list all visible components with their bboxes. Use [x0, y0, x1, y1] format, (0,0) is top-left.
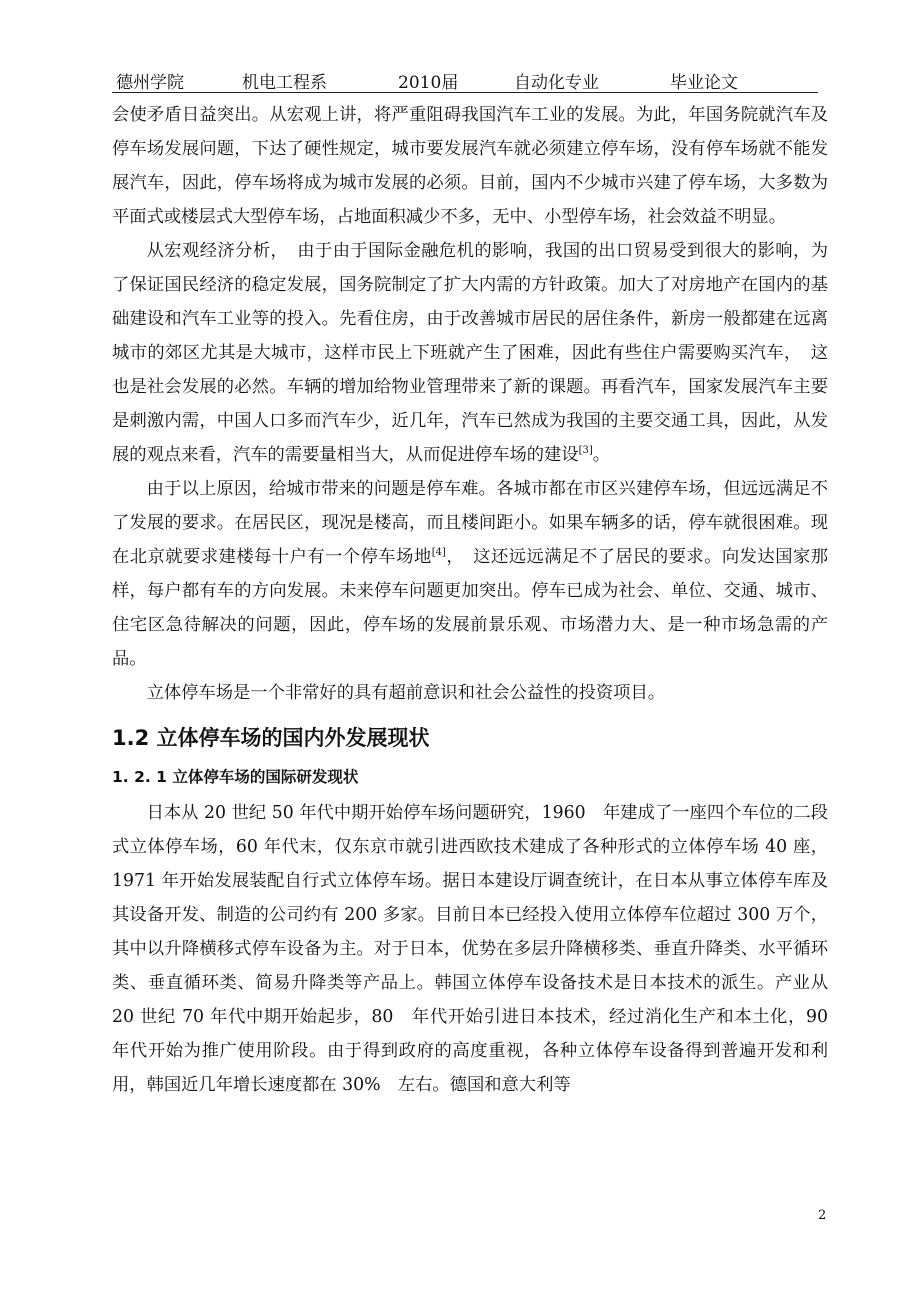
page-number: 2 — [818, 1208, 827, 1223]
paragraph-5: 日本从 20 世纪 50 年代中期开始停车场问题研究，1960 年建成了一座四个车位的二段式立体停车场，60 年代末，仅东京市就引进西欧技术建成了各种形式的立体停车场 40 座，1971 年开始发展装配自行式立体停车场。据日本建设厅调查统计，在日本从事立体停车库及其设备开发、制造的公司约有 200 多家。目前日本已经投入使用立体停车位超过 300 万个，其中以升降横移式停车设备为主。对于日本，优势在多层升降横移类、垂直升降类、水平循环类、垂直循环类、简易升降类等产品上。韩国立体停车设备技术是日本技术的派生。产业从 20 世纪 70 年代中期开始起步，80 年代开始引进日本技术，经过消化生产和本土化，90 年代开始为推广使用阶段。由于得到政府的高度重视，各种立体停车设备得到普遍开发和利用，韩国近几年增长速度都在 30% 左右。德国和意大利等 — [112, 803, 846, 1095]
section-heading: 1.2 立体停车场的国内外发展现状 — [112, 726, 430, 750]
header-major: 自动化专业 — [514, 73, 599, 93]
header-year: 2010届 — [398, 73, 459, 93]
paragraph-2-end: 。 — [592, 445, 611, 465]
paragraph-3 — [112, 472, 828, 676]
paragraph-3-text-a: 由于以上原因，给城市带来的问题是停车难。各城市都在市区兴建停车场，但远远满足不了发展的要求。在居民区，现况是楼高，而且楼间距小。如果车辆多的话，停车就很困难。现在北京就要求建楼每十户有一个停车场地 — [112, 479, 828, 567]
paragraph-3-text-b: ， 这还远远满足不了居民的要求。向发达国家那样，每户都有车的方向发展。未来停车问题更加突出。停车已成为社会、单位、交通、城市、住宅区急待解决的问题，因此，停车场的发展前景乐观、市场潜力大、是一种市场急需的产品。 — [112, 547, 828, 669]
header-school: 德州学院 — [116, 73, 184, 93]
header-department: 机电工程系 — [242, 73, 327, 93]
paragraph-2 — [112, 234, 828, 472]
document-body — [112, 98, 846, 1102]
page-header — [112, 62, 818, 93]
header-doc-type: 毕业论文 — [670, 73, 738, 93]
paragraph-2-text: 从宏观经济分析， 由于由于国际金融危机的影响，我国的出口贸易受到很大的影响，为了保证国民经济的稳定发展，国务院制定了扩大内需的方针政策。加大了对房地产在国内的基础建设和汽车工业等的投入。先看住房，由于改善城市居民的居住条件，新房一般都建在远离城市的郊区尤其是大城市，这样市民上下班就产生了困难，因此有些住户需要购买汽车， 这也是社会发展的必然。车辆的增加给物业管理带来了新的课题。再看汽车，国家发展汽车主要是刺激内需，中国人口多而汽车少，近几年，汽车已然成为我国的主要交通工具，因此，从发展的观点来看，汽车的需要量相当大，从而促进停车场的建设 — [112, 241, 828, 465]
citation-ref-3: [3] — [578, 445, 593, 457]
subsection-heading: 1. 2. 1 立体停车场的国际研发现状 — [112, 768, 359, 786]
paragraph-1: 会使矛盾日益突出。从宏观上讲，将严重阻碍我国汽车工业的发展。为此，年国务院就汽车及停车场发展问题，下达了硬性规定，城市要发展汽车就必须建立停车场，没有停车场就不能发展汽车，因此，停车场将成为城市发展的必须。目前，国内不少城市兴建了停车场，大多数为平面式或楼层式大型停车场，占地面积减少不多，无中、小型停车场，社会效益不明显。 — [112, 105, 828, 227]
paragraph-4: 立体停车场是一个非常好的具有超前意识和社会公益性的投资项目。 — [146, 683, 666, 703]
citation-ref-4: [4] — [431, 547, 446, 559]
